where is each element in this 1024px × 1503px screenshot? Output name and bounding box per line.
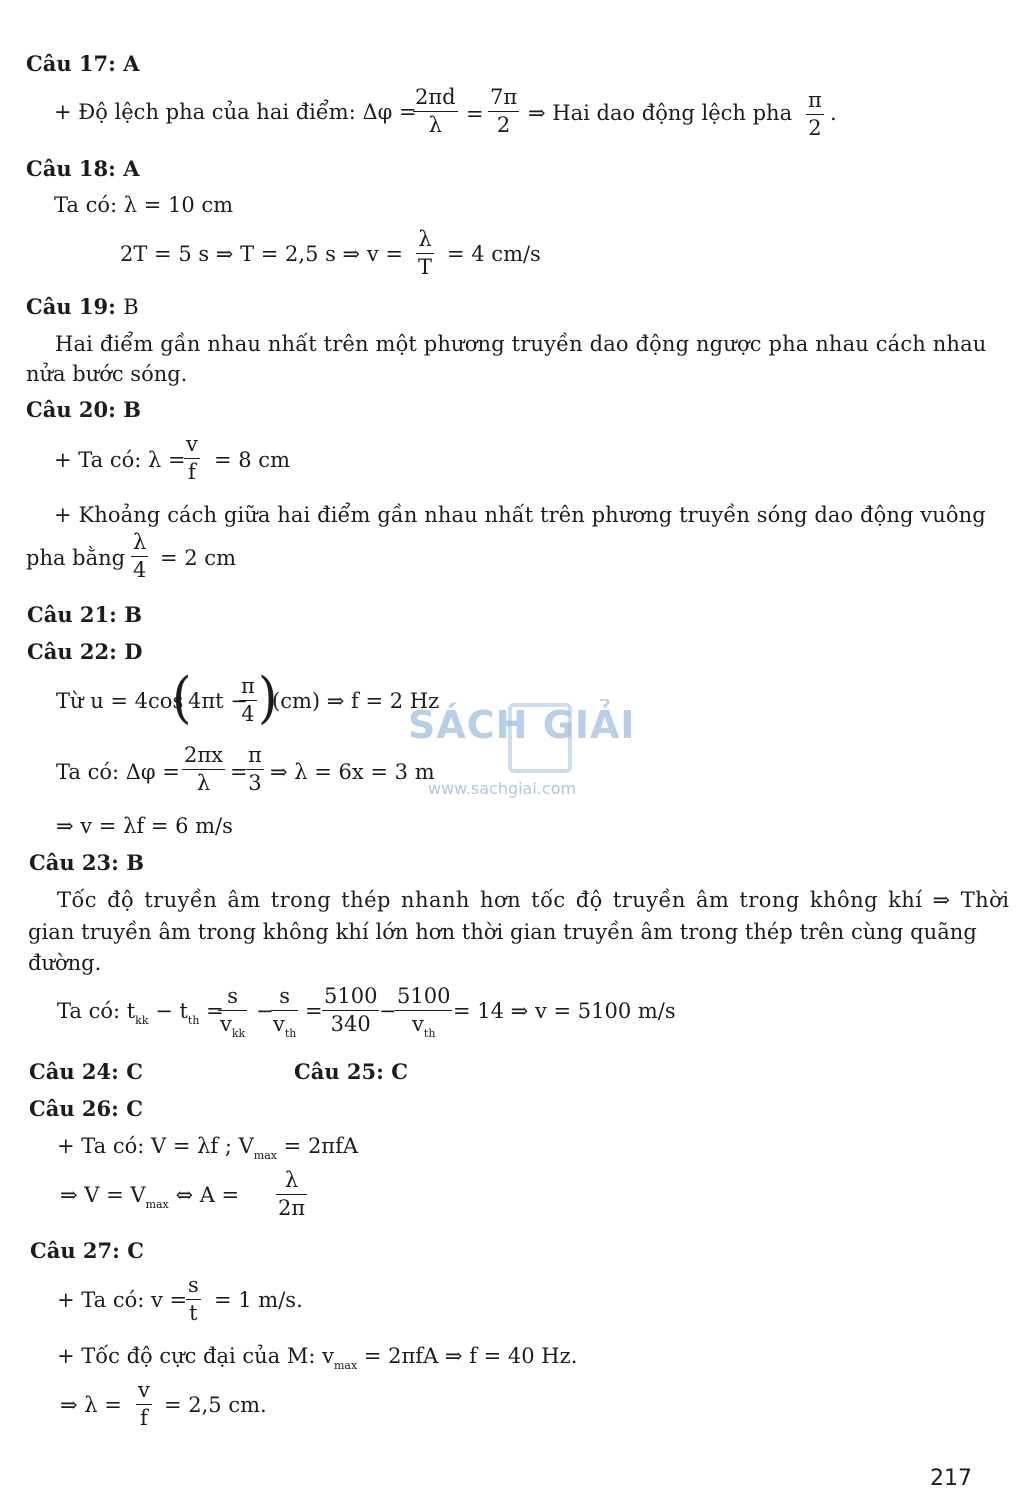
q23-text-line-2: gian truyền âm trong không khí lớn hơn thời gian truyền âm trong thép trên cùng quãng [28, 920, 977, 944]
left-parenthesis: ( [172, 666, 192, 730]
question-22-heading [27, 641, 142, 662]
q22-line-2-end: ⇒ λ = 6x = 3 m [270, 760, 435, 784]
q26-line-2-start [60, 1183, 240, 1211]
numerator: 7π [490, 85, 518, 109]
question-answer: B [123, 295, 139, 319]
question-label: Câu 24: [29, 1059, 119, 1084]
q22-line-1-start: Từ u = 4cos [56, 689, 184, 713]
subscript-max: max [253, 1149, 277, 1162]
numerator: π [808, 88, 822, 112]
subscript-kk: kk [231, 1027, 246, 1040]
question-label: Câu 22: [27, 639, 117, 664]
q18-line-2-start: 2T = 5 s ⇒ T = 2,5 s ⇒ v = [120, 242, 403, 266]
q20-fraction-2 [131, 532, 148, 581]
denominator: 3 [246, 769, 264, 794]
q22-fraction-3 [246, 745, 264, 794]
q20-line-1-start: + Ta có: λ = [54, 448, 186, 472]
question-answer: A [123, 51, 140, 76]
q18-line-2-end: = 4 cm/s [447, 242, 541, 266]
equation-text: = 2πfA ⇒ f = 40 Hz. [357, 1344, 578, 1368]
question-25-heading [294, 1061, 408, 1082]
q17-line-middle: ⇒ Hai dao động lệch pha [528, 101, 793, 125]
q23-text-line-1: Tốc độ truyền âm trong thép nhanh hơn tốc độ truyền âm trong không khí ⇒ Thời [57, 888, 1010, 912]
q17-line-start: + Độ lệch pha của hai điểm: Δφ = [54, 100, 417, 124]
q27-fraction-2 [136, 1380, 152, 1429]
equation-text: − t [148, 999, 188, 1023]
denominator: 340 [322, 1010, 379, 1035]
numerator: λ [133, 530, 147, 554]
question-21-heading [27, 604, 142, 625]
numerator: v [186, 432, 198, 456]
denominator: λ [413, 111, 458, 136]
subscript-th: th [423, 1027, 436, 1040]
q22-line-2-start: Ta có: Δφ = [56, 760, 180, 784]
question-answer: B [126, 850, 144, 875]
q20-line-1-end: = 8 cm [214, 448, 290, 472]
question-label: Câu 23: [29, 850, 119, 875]
question-27-heading [30, 1240, 144, 1261]
q19-text-line-2: nửa bước sóng. [26, 362, 188, 386]
watermark-brand: SÁCH GIẢI [408, 703, 636, 747]
denominator: 2π [278, 1196, 306, 1220]
question-label: Câu 20: [26, 397, 116, 422]
equation-text: = 2πfA [277, 1134, 359, 1158]
equation-text: Ta có: t [57, 999, 136, 1023]
q22-fraction-1 [239, 676, 257, 725]
numerator: 2πd [415, 85, 456, 109]
question-answer: C [391, 1059, 408, 1084]
page-number: 217 [930, 1466, 972, 1491]
equation-text: + Ta có: V = λf ; V [57, 1134, 254, 1158]
q27-line-1-start: + Ta có: v = [57, 1288, 188, 1312]
question-20-heading [26, 399, 141, 420]
question-answer: D [124, 639, 143, 664]
q23-text-line-3: đường. [28, 951, 102, 975]
denominator: 4 [133, 558, 147, 582]
q27-line-3-start: ⇒ λ = [60, 1393, 122, 1417]
question-19-heading [26, 296, 139, 318]
q20-fraction-1 [184, 434, 200, 483]
question-23-heading [29, 852, 144, 873]
question-label: Câu 27: [30, 1238, 120, 1263]
denominator [218, 1010, 247, 1040]
numerator: 5100 [324, 984, 378, 1008]
question-answer: A [123, 156, 140, 181]
numerator: s [188, 1273, 199, 1297]
numerator: λ [284, 1168, 299, 1192]
question-answer: B [123, 397, 141, 422]
numerator: s [227, 984, 238, 1008]
denominator: t [186, 1299, 201, 1324]
q26-line-1 [57, 1134, 359, 1162]
q23-minus-2: − [379, 999, 397, 1023]
q22-line-1-end: (cm) ⇒ f = 2 Hz [272, 689, 440, 713]
subscript-kk: kk [135, 1014, 149, 1027]
v: v [412, 1012, 424, 1036]
numerator: λ [418, 227, 432, 251]
q17-fraction-2 [488, 87, 519, 136]
question-17-heading [26, 53, 140, 74]
q17-fraction-1 [413, 87, 458, 136]
question-label: Câu 18: [26, 156, 116, 181]
q23-fraction-5100-340 [322, 986, 379, 1035]
denominator: 4 [239, 700, 257, 725]
q23-equation-end: = 14 ⇒ v = 5100 m/s [453, 999, 676, 1023]
q23-equals: = [305, 999, 323, 1023]
q27-line-2 [57, 1344, 578, 1372]
question-answer: C [127, 1238, 144, 1263]
numerator: 5100 [397, 984, 451, 1008]
subscript-max: max [334, 1359, 358, 1372]
equation-text: + Tốc độ cực đại của M: v [57, 1344, 334, 1368]
question-label: Câu 25: [294, 1059, 384, 1084]
question-answer: B [124, 602, 142, 627]
denominator: f [136, 1404, 152, 1429]
q23-fraction-5100-vth [395, 984, 452, 1040]
numerator: s [279, 984, 291, 1008]
question-label: Câu 19: [26, 294, 116, 319]
q22-equals: = [230, 760, 248, 784]
q23-fraction-s-vth [271, 984, 298, 1040]
q27-line-1-end: = 1 m/s. [214, 1288, 303, 1312]
denominator: 2 [806, 114, 824, 139]
denominator: f [184, 458, 200, 483]
numerator: π [241, 674, 255, 698]
q17-fraction-3 [806, 90, 824, 139]
question-label: Câu 26: [29, 1096, 119, 1121]
q27-line-3-end: = 2,5 cm. [164, 1393, 267, 1417]
q26-fraction [276, 1170, 307, 1219]
question-label: Câu 17: [26, 51, 116, 76]
q18-line-1: Ta có: λ = 10 cm [54, 193, 234, 217]
q19-text-line-1: Hai điểm gần nhau nhất trên một phương truyền dao động ngược pha nhau cách nhau [55, 332, 987, 356]
denominator: λ [182, 769, 225, 794]
subscript-max: max [145, 1198, 169, 1211]
v: v [273, 1012, 285, 1036]
q20-line-2-start: pha bằng [26, 546, 126, 570]
q22-inner-expression: 4πt − [188, 689, 248, 713]
equation-text: = [199, 999, 224, 1023]
denominator: T [418, 255, 433, 279]
question-answer: C [126, 1096, 143, 1121]
question-26-heading [29, 1098, 143, 1119]
question-label: Câu 21: [27, 602, 117, 627]
equation-text: ⇒ V = V [60, 1183, 146, 1207]
q22-line-3: ⇒ v = λf = 6 m/s [56, 814, 233, 838]
q20-line-2-end: = 2 cm [160, 546, 236, 570]
denominator: 2 [488, 111, 519, 136]
equation-text: ⇔ A = [168, 1183, 240, 1207]
q20-text-line: + Khoảng cách giữa hai điểm gần nhau nhất trên phương truyền sóng dao động vuông [54, 503, 986, 527]
q27-fraction-1 [186, 1275, 201, 1324]
q23-minus-1: − [256, 999, 274, 1023]
q23-fraction-s-vkk [218, 984, 247, 1040]
subscript-th: th [284, 1027, 297, 1040]
q22-fraction-2 [182, 745, 225, 794]
v: v [220, 1012, 232, 1036]
q23-equation-start [57, 999, 224, 1027]
question-answer: C [126, 1059, 143, 1084]
denominator [395, 1010, 452, 1040]
right-parenthesis: ) [258, 666, 278, 730]
subscript-th: th [187, 1014, 200, 1027]
watermark-url: www.sachgiai.com [428, 779, 577, 798]
numerator: π [248, 743, 262, 767]
numerator: 2πx [184, 743, 224, 767]
question-18-heading [26, 158, 140, 179]
q18-fraction [416, 229, 434, 278]
numerator: v [138, 1378, 150, 1402]
question-24-heading [29, 1061, 143, 1082]
q17-period: . [830, 101, 837, 125]
q17-equals: = [466, 102, 484, 126]
denominator [271, 1010, 298, 1040]
